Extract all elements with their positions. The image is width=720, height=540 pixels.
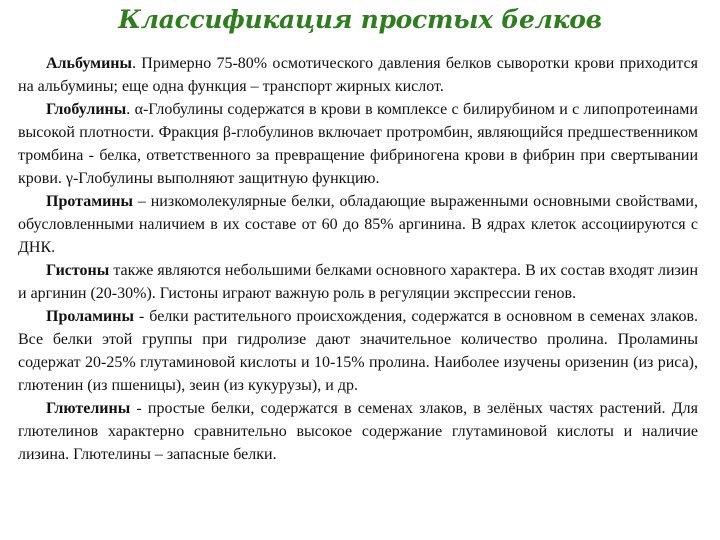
text-histones: также являются небольшими белками основного характера. В их состав входят лизин и аргинин (20-30%). Гистоны играют важную роль в регуляции экспрессии генов. [18,262,698,302]
text-protamines: – низкомолекулярные белки, обладающие выраженными основными свойствами, обусловленными наличием в их составе от 60 до 85% аргинина. В ядрах клеток ассоциируются с ДНК. [18,193,698,256]
term-protamines: Протамины [46,193,134,210]
paragraph-prolamins [18,305,698,397]
term-globulins: Глобулины [46,101,127,118]
term-albumins: Альбумины [46,55,132,72]
paragraph-glutelins [18,397,698,466]
term-prolamins: Проламины [46,308,134,325]
slide-body [18,52,698,466]
paragraph-globulins [18,98,698,190]
term-histones: Гистоны [46,262,110,279]
slide-title: Классификация простых белков [118,5,602,34]
paragraph-albumins [18,52,698,98]
paragraph-protamines [18,190,698,259]
text-albumins: . Примерно 75-80% осмотического давления белков сыворотки крови приходится на альбумины; еще одна функция – транспорт жирных кислот. [18,55,698,95]
text-globulins: . α-Глобулины содержатся в крови в комплексе с билирубином и с липопротеинами высокой плотности. Фракция β-глобулинов включает протромбин, являющийся предшественником тромбина - белка, ответственного за превращение фибриногена крови в фибрин при свертывании крови. γ-Глобулины выполняют защитную функцию. [18,101,698,187]
text-glutelins: - простые белки, содержатся в семенах злаков, в зелёных частях растений. Для глютелинов характерно сравнительно высокое содержание глутаминовой кислоты и наличие лизина. Глютелины – запасные белки. [18,400,698,463]
text-prolamins: - белки растительного происхождения, содержатся в основном в семенах злаков. Все белки этой группы при гидролизе дают значительное количество пролина. Проламины содержат 20-25% глутаминовой кислоты и 10-15% пролина. Наиболее изучены оризенин (из риса), глютенин (из пшеницы), зеин (из кукурузы), и др. [18,308,698,394]
term-glutelins: Глютелины [46,400,131,417]
paragraph-histones [18,259,698,305]
